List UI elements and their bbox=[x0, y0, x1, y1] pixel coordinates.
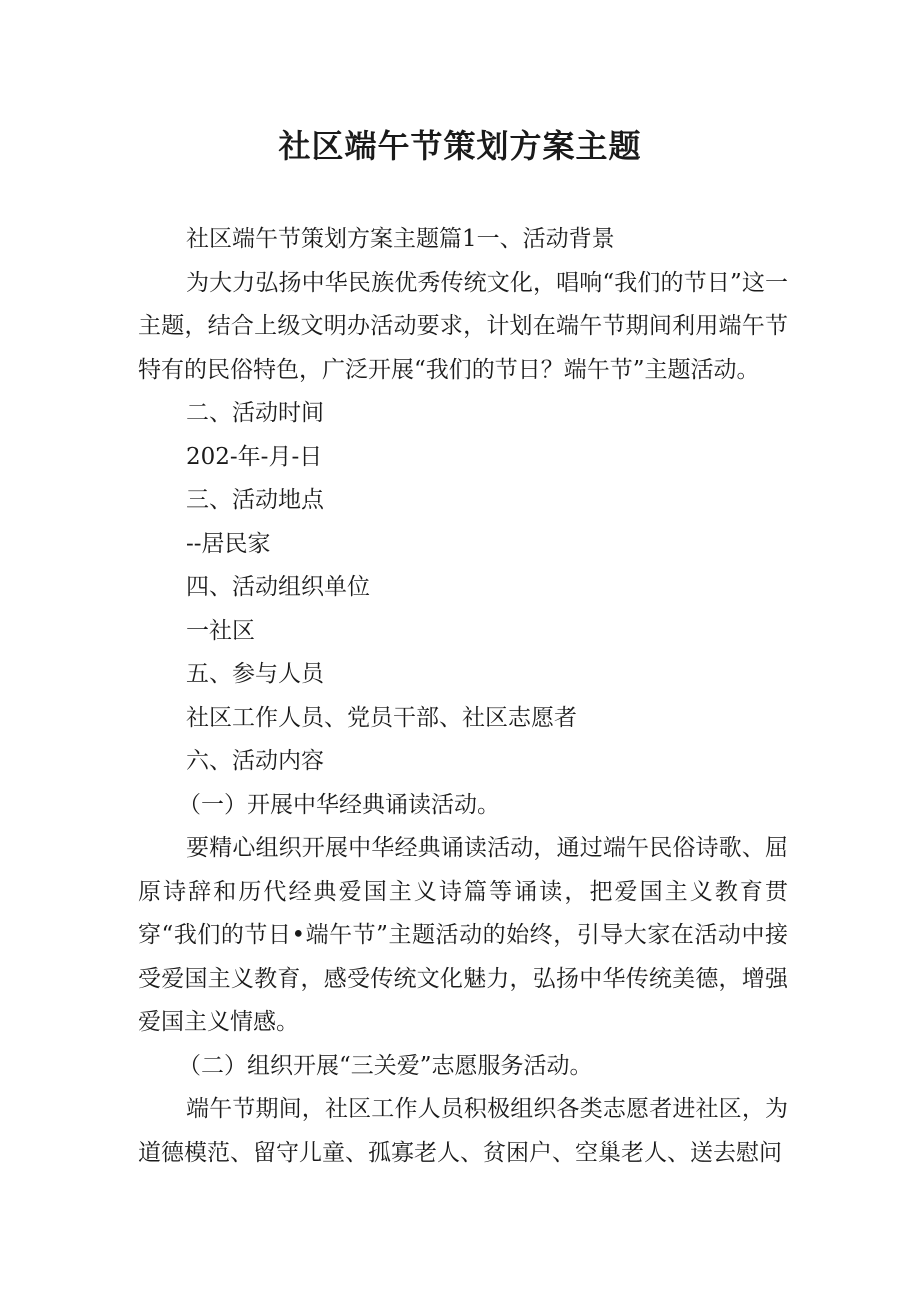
paragraph: 为大力弘扬中华民族优秀传统文化，唱响“我们的节日”这一主题，结合上级文明办活动要求，计划在端午节期间利用端午节特有的民俗特色，广泛开展“我们的节日？端午节”主题活动。 bbox=[138, 269, 788, 383]
paragraph-subheading: （一）开展中华经典诵读活动。 bbox=[178, 791, 500, 818]
paragraph: 社区工作人员、党员干部、社区志愿者 bbox=[186, 704, 577, 731]
paragraph: --居民家 bbox=[186, 530, 271, 557]
paragraph-subheading: （二）组织开展“三关爱”志愿服务活动。 bbox=[178, 1052, 593, 1079]
paragraph: 202-年-月-日 bbox=[186, 443, 323, 470]
document-body bbox=[138, 218, 788, 1175]
paragraph-heading: 四、活动组织单位 bbox=[186, 574, 370, 600]
paragraph: 要精心组织开展中华经典诵读活动，通过端午民俗诗歌、屈原诗辞和历代经典爱国主义诗篇等诵读，把爱国主义教育贯穿“我们的节日•端午节”主题活动的始终，引导大家在活动中接受爱国主义教育，感受传统文化魅力，弘扬中华传统美德，增强爱国主义情感。 bbox=[138, 835, 788, 1035]
paragraph-heading: 二、活动时间 bbox=[186, 400, 324, 426]
paragraph-heading: 三、活动地点 bbox=[186, 487, 324, 513]
paragraph-heading: 六、活动内容 bbox=[186, 748, 324, 774]
paragraph-heading: 五、参与人员 bbox=[186, 661, 324, 687]
document-title: 社区端午节策划方案主题 bbox=[278, 127, 642, 165]
paragraph: 端午节期间，社区工作人员积极组织各类志愿者进社区，为道德模范、留守儿童、孤寡老人、贫困户、空巢老人、送去慰问 bbox=[138, 1096, 788, 1166]
paragraph: 一社区 bbox=[186, 617, 255, 644]
paragraph-heading: 社区端午节策划方案主题篇1一、活动背景 bbox=[186, 226, 615, 252]
